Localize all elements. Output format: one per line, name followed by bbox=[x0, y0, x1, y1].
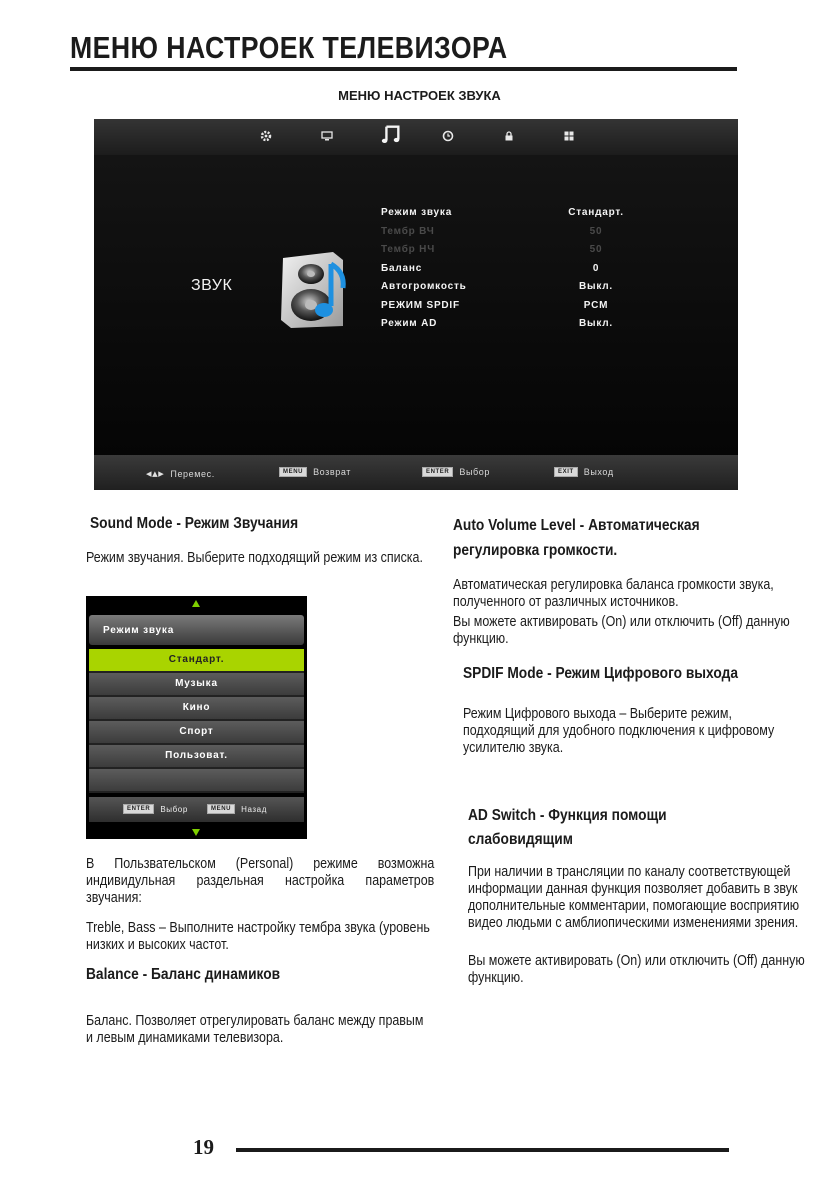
hint-select bbox=[422, 467, 490, 477]
avl-heading-line1: Auto Volume Level - Автоматическая bbox=[453, 517, 700, 534]
option-standard[interactable]: Стандарт. bbox=[89, 649, 304, 673]
setting-spdif-mode[interactable] bbox=[381, 298, 641, 317]
sound-mode-heading: Sound Mode - Режим Звучания bbox=[90, 515, 299, 532]
avl-text: Автоматическая регулировка баланса громкости звука, полученного от различных источников. bbox=[453, 577, 774, 610]
popup-hint-select-label: Выбор bbox=[160, 804, 188, 814]
setting-value: Выкл. bbox=[578, 281, 614, 292]
hint-select-label: Выбор bbox=[459, 467, 490, 477]
hint-exit bbox=[554, 467, 614, 477]
option-empty bbox=[89, 769, 304, 793]
avl-heading-line2: регулировка громкости. bbox=[453, 542, 618, 559]
setting-value: 50 bbox=[589, 225, 603, 237]
menu-key-icon: MENU bbox=[279, 467, 307, 477]
speaker-icon bbox=[273, 250, 353, 330]
spdif-heading: SPDIF Mode - Режим Цифрового выхода bbox=[463, 665, 738, 682]
option-movie[interactable]: Кино bbox=[89, 697, 304, 721]
setting-label: Тембр НЧ bbox=[381, 244, 436, 255]
popup-header bbox=[89, 615, 304, 645]
setting-value: 0 bbox=[592, 262, 600, 274]
popup-hint-select bbox=[123, 804, 188, 814]
ad-heading-line2: слабовидящим bbox=[468, 831, 573, 848]
balance-heading: Balance - Баланс динамиков bbox=[86, 966, 281, 983]
setting-auto-volume[interactable] bbox=[381, 279, 641, 298]
gear-icon[interactable] bbox=[255, 125, 277, 147]
treble-bass-text: Treble, Bass – Выполните настройку тембра звука (уровень низких и высоких частот. bbox=[86, 920, 430, 953]
exit-key-icon: EXIT bbox=[554, 467, 578, 477]
tv-hint-bar bbox=[94, 455, 738, 490]
lock-icon[interactable] bbox=[498, 125, 520, 147]
avl-onoff-text: Вы можете активировать (On) или отключить (Off) данную функцию. bbox=[453, 614, 790, 647]
music-note-icon[interactable] bbox=[380, 123, 402, 145]
popup-hint-bar bbox=[89, 797, 304, 822]
setting-balance[interactable] bbox=[381, 261, 641, 280]
clock-icon[interactable] bbox=[437, 125, 459, 147]
setting-label: Баланс bbox=[381, 262, 423, 274]
hint-move bbox=[146, 467, 215, 480]
page-number: 19 bbox=[193, 1135, 214, 1159]
scroll-down-icon[interactable] bbox=[192, 829, 200, 836]
popup-hint-back bbox=[207, 804, 267, 814]
sound-mode-popup bbox=[86, 596, 307, 839]
hint-move-label: Перемес. bbox=[170, 468, 215, 479]
option-personal[interactable]: Пользоват. bbox=[89, 745, 304, 769]
setting-value: Выкл. bbox=[578, 318, 614, 329]
footer-rule bbox=[236, 1148, 729, 1152]
setting-label: Режим звука bbox=[381, 207, 453, 218]
navigation-arrows-icon: ◂▴▸ bbox=[146, 468, 165, 480]
option-music[interactable]: Музыка bbox=[89, 673, 304, 697]
setting-value: 50 bbox=[589, 244, 603, 255]
setting-treble bbox=[381, 224, 641, 243]
enter-key-icon: ENTER bbox=[422, 467, 453, 477]
tv-tab-bar bbox=[94, 119, 738, 155]
setting-value: Стандарт. bbox=[568, 207, 624, 218]
balance-text: Баланс. Позволяет отрегулировать баланс между правым и левым динамиками телевизора. bbox=[86, 1013, 424, 1046]
ad-text: При наличии в трансляции по каналу соответствующей информации данная функция позволяет добавить в звук дополнительные комментарии, помогающие восприятию видео людьми с амблиопическими изменениями зрения. bbox=[468, 864, 800, 931]
monitor-icon[interactable] bbox=[316, 125, 338, 147]
setting-label: Автогромкость bbox=[381, 281, 467, 292]
popup-hint-back-label: Назад bbox=[241, 804, 267, 814]
setting-label: РЕЖИМ SPDIF bbox=[381, 299, 460, 311]
setting-label: Режим AD bbox=[381, 318, 438, 329]
menu-key-icon: MENU bbox=[207, 804, 235, 814]
section-subtitle: МЕНЮ НАСТРОЕК ЗВУКА bbox=[338, 88, 501, 103]
setting-label: Тембр ВЧ bbox=[381, 225, 435, 237]
tv-sound-menu-screen bbox=[94, 119, 738, 490]
spdif-text: Режим Цифрового выхода – Выберите режим, подходящий для удобного подключения к цифровому усилителю звука. bbox=[463, 706, 775, 756]
personal-mode-text: В Пользвательском (Personal) режиме возможна индивидульная раздельная настройка параметров звучания: bbox=[86, 856, 435, 906]
setting-value: PCM bbox=[583, 299, 609, 311]
sound-mode-text: Режим звучания. Выберите подходящий режим из списка. bbox=[86, 550, 423, 566]
option-sport[interactable]: Спорт bbox=[89, 721, 304, 745]
setting-ad-mode[interactable] bbox=[381, 316, 641, 335]
title-rule bbox=[70, 67, 737, 71]
enter-key-icon: ENTER bbox=[123, 804, 154, 814]
popup-title: Режим звука bbox=[103, 625, 175, 636]
sound-settings-list bbox=[381, 205, 641, 335]
ad-onoff-text: Вы можете активировать (On) или отключить (Off) данную функцию. bbox=[468, 953, 805, 986]
setting-bass bbox=[381, 242, 641, 261]
hint-exit-label: Выход bbox=[583, 467, 614, 477]
hint-back bbox=[279, 467, 351, 477]
grid-icon[interactable] bbox=[558, 125, 580, 147]
sound-section-label: ЗВУК bbox=[191, 277, 233, 294]
ad-heading-line1: AD Switch - Функция помощи bbox=[468, 807, 667, 824]
scroll-up-icon[interactable] bbox=[192, 600, 200, 607]
hint-back-label: Возврат bbox=[313, 467, 352, 477]
setting-sound-mode[interactable] bbox=[381, 205, 641, 224]
page-title: МЕНЮ НАСТРОЕК ТЕЛЕВИЗОРА bbox=[70, 30, 508, 65]
